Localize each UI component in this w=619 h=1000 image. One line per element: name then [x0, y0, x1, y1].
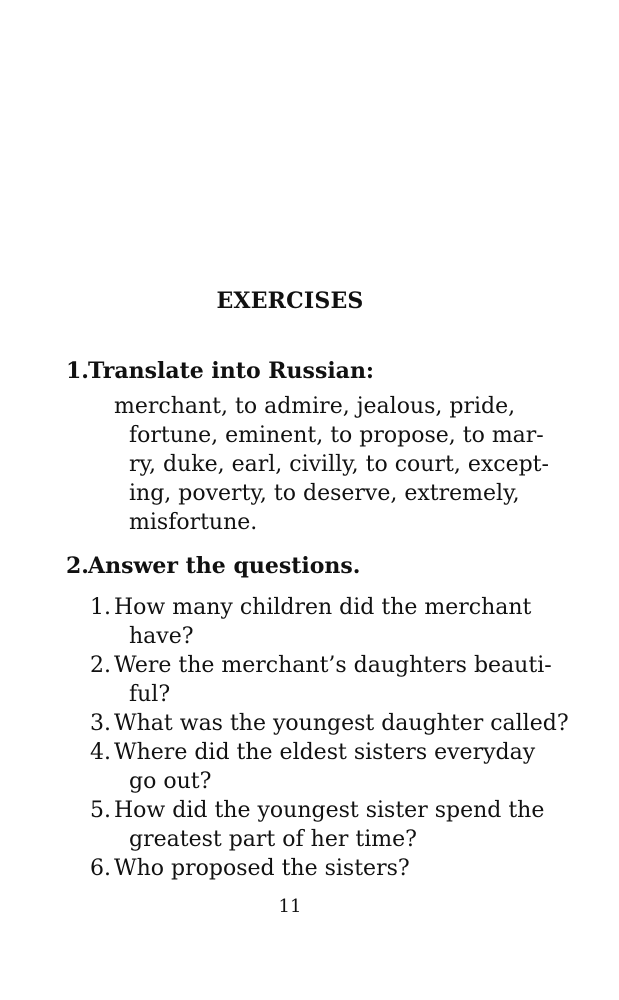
vocabulary-line: ry, duke, earl, civilly, to court, except- — [129, 452, 549, 477]
question-number: 1. — [90, 595, 111, 620]
section-2-number: 2. — [66, 553, 89, 579]
section-1-title — [66, 358, 374, 384]
question-number: 5. — [90, 798, 111, 823]
section-2-title-text: Answer the questions. — [88, 553, 361, 579]
question-item — [90, 796, 545, 854]
question-text-continued: ful? — [129, 682, 171, 707]
question-item — [90, 738, 536, 796]
question-number: 4. — [90, 740, 111, 765]
section-1-title-text: Translate into Russian: — [88, 358, 375, 384]
section-1-number: 1. — [66, 358, 89, 384]
questions-list — [90, 593, 569, 883]
question-text: How many children did the merchant — [114, 595, 532, 620]
vocabulary-line: ing, poverty, to deserve, extremely, — [129, 481, 520, 506]
vocabulary-line: fortune, eminent, to propose, to mar- — [129, 423, 544, 448]
question-text: What was the youngest daughter called? — [114, 711, 569, 736]
section-2-title — [66, 553, 360, 579]
question-text: Who proposed the sisters? — [114, 856, 410, 881]
question-item — [90, 593, 532, 651]
question-item — [90, 651, 552, 709]
question-number: 3. — [90, 711, 111, 736]
page-number: 11 — [278, 896, 302, 917]
vocabulary-line: merchant, to admire, jealous, pride, — [114, 394, 516, 419]
question-text-continued: have? — [129, 624, 194, 649]
vocabulary-line: misfortune. — [129, 510, 258, 535]
question-text: How did the youngest sister spend the — [114, 798, 545, 823]
question-text-continued: greatest part of her time? — [129, 827, 417, 852]
question-number: 6. — [90, 856, 111, 881]
question-item — [90, 854, 515, 883]
question-number: 2. — [90, 653, 111, 678]
question-text: Were the merchant’s daughters beauti- — [114, 653, 552, 678]
question-text: Where did the eldest sisters everyday — [114, 740, 536, 765]
exercises-heading: EXERCISES — [216, 288, 364, 314]
vocabulary-list — [114, 392, 549, 537]
question-item — [90, 709, 569, 738]
question-text-continued: go out? — [129, 769, 212, 794]
